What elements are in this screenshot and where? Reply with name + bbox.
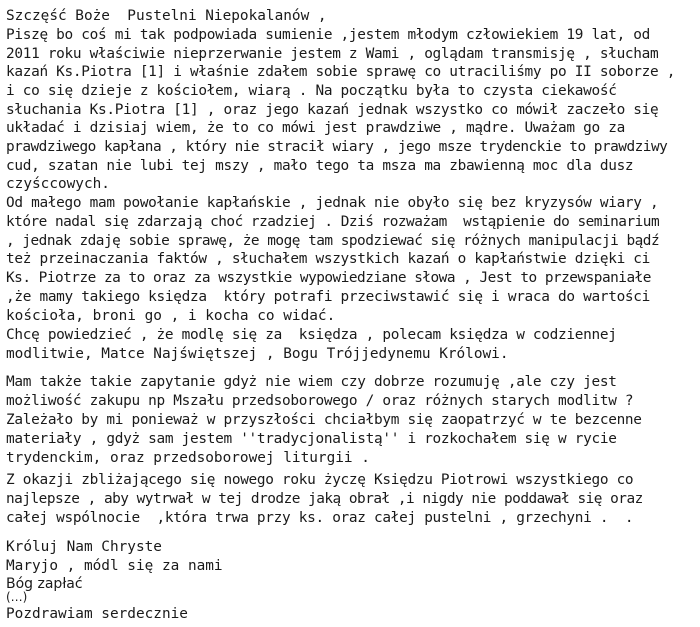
letter-line: ,że mamy takiego księdza który potrafi przeciwstawić się i wraca do wartości <box>6 289 651 305</box>
letter-line: czyśccowych. <box>6 176 110 192</box>
letter-line: Chcę powiedzieć , że modlę się za księdza , polecam księdza w codziennej <box>6 327 617 343</box>
letter-line: Piszę bo coś mi tak podpowiada sumienie ,jestem młodym człowiekiem 19 lat, od <box>6 27 651 43</box>
letter-line: słuchania Ks.Piotra [1] , oraz jego kazań jednak wszystko co mówił zaczeło się <box>6 102 659 118</box>
letter-line: układać i dzisiaj wiem, że to co mówi jest prawdziwe , mądre. Uważam go za <box>6 120 625 136</box>
letter-line: całej wspólnocie ,która trwa przy ks. oraz całej pustelni , grzechyni . . <box>6 510 634 526</box>
letter-line: Mam także takie zapytanie gdyż nie wiem czy dobrze rozumuję ,ale czy jest <box>6 374 617 390</box>
closing-signoff: Pozdrawiam serdecznie <box>6 606 188 622</box>
closing-line: Bóg zapłać <box>6 576 83 592</box>
closing-line: Króluj Nam Chryste <box>6 539 162 555</box>
closing-ellipsis: (…) <box>6 590 28 604</box>
letter-line: Z okazji zbliżającego się nowego roku życzę Księdzu Piotrowi wszystkiego co <box>6 472 634 488</box>
letter-line: materiały , gdyż sam jestem ''tradycjonalistą'' i rozkochałem się w rycie <box>6 431 617 447</box>
letter-line: najlepsze , aby wytrwał w tej drodze jaką obrał ,i nigdy nie poddawał się oraz <box>6 491 643 507</box>
letter-line: Od małego mam powołanie kapłańskie , jednak nie obyło się bez kryzysów wiary , <box>6 195 659 211</box>
letter-line: też przeinaczania faktów , słuchałem wszystkich kazań o kapłaństwie dzięki ci <box>6 251 651 267</box>
letter-line: możliwość zakupu np Mszału przedsoborowego / oraz różnych starych modlitw ? <box>6 393 634 409</box>
letter-line: 2011 roku właściwie nieprzerwanie jestem z Wami , oglądam transmisję , słucham <box>6 46 659 62</box>
letter-line: kazań Ks.Piotra [1] i właśnie zdałem sobie sprawę co utraciliśmy po II soborze , <box>6 64 676 80</box>
letter-line: Zależało by mi ponieważ w przyszłości chciałbym się zaopatrzyć w te bezcenne <box>6 412 642 428</box>
letter-line: prawdziwego kapłana , który nie stracił wiary , jego msze trydenckie to prawdziwy <box>6 139 668 155</box>
letter-line: Ks. Piotrze za to oraz za wszystkie wypowiedziane słowa , Jest to przewspaniałe <box>6 270 651 286</box>
letter-line: trydenckim, oraz przedsoborowej liturgii . <box>6 450 370 466</box>
letter-greeting: Szczęść Boże Pustelni Niepokalanów , <box>6 8 327 24</box>
letter-line: cud, szatan nie lubi tej mszy , mało tego ta msza ma zbawienną moc dla dusz <box>6 158 634 174</box>
closing-line: Maryjo , módl się za nami <box>6 558 223 574</box>
letter-line: które nadal się zdarzają choć rzadziej . Dziś rozważam wstąpienie do seminarium <box>6 214 660 230</box>
letter-line: i co się dzieje z kościołem, wiarą . Na początku była to czysta ciekawość <box>6 83 617 99</box>
letter-line: , jednak zdaję sobie sprawę, że mogę tam spodziewać się różnych manipulacji bądź <box>6 233 660 249</box>
letter-line: modlitwie, Matce Najświętszej , Bogu Trójjedynemu Królowi. <box>6 346 509 362</box>
letter-line: kościoła, broni go , i kocha co widać. <box>6 308 336 324</box>
